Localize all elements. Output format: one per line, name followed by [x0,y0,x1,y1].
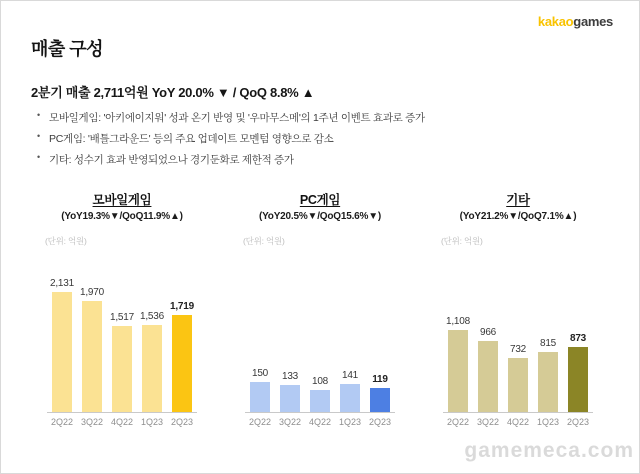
bar [310,390,330,412]
bar-value-label: 2,131 [49,278,75,289]
bar [112,326,132,412]
x-axis-labels [245,417,395,427]
bar-value-label: 141 [341,370,359,381]
bar-value-label: 150 [251,368,269,379]
bar [52,292,72,412]
bar-group-3Q22 [77,287,107,412]
chart-title: 기타 [506,193,530,207]
x-tick-label: 3Q22 [80,417,104,427]
x-tick-label: 4Q22 [506,417,530,427]
bullet-others: • 기타: 성수기 효과 반영되었으나 경기둔화로 제한적 증가 [37,152,639,167]
bar [142,325,162,412]
bar-group-2Q23 [167,301,197,412]
bar-group-2Q22 [47,278,77,412]
plot-area [443,252,593,412]
bar [568,347,588,412]
bar [280,385,300,412]
bar-group-2Q22 [245,368,275,412]
bar-group-2Q22 [443,316,473,412]
x-tick-label: 2Q23 [566,417,590,427]
bar [508,358,528,412]
plot-area [245,252,395,412]
chart-yoy-qoq: (YoY20.5%▼/QoQ15.6%▼) [258,211,382,222]
bar [250,382,270,412]
x-axis-labels [443,417,593,427]
bar [538,352,558,412]
bar-value-label: 966 [479,327,497,338]
x-tick-label: 3Q22 [278,417,302,427]
x-tick-label: 3Q22 [476,417,500,427]
x-tick-label: 4Q22 [110,417,134,427]
bullet-list [37,110,639,167]
bar-group-1Q23 [533,338,563,412]
chart-pc-games [229,190,411,427]
watermark: gamemeca.com [464,439,634,462]
bar-value-label: 815 [539,338,557,349]
chart-others [427,190,609,427]
bar-group-2Q23 [563,333,593,412]
chart-title: PC게임 [299,193,341,207]
chart-yoy-qoq: (YoY21.2%▼/QoQ7.1%▲) [459,211,577,222]
bar-group-1Q23 [137,311,167,412]
bar-group-4Q22 [107,312,137,412]
chart-mobile-games [31,190,213,427]
bullet-pc-games: • PC게임: '배틀그라운드' 등의 주요 업데이트 모멘텀 영향으로 감소 [37,131,639,146]
bar-value-label: 873 [569,333,587,344]
bar-value-label: 119 [372,374,388,385]
bar-value-label: 133 [281,371,299,382]
plot-baseline [443,252,593,413]
bar-group-1Q23 [335,370,365,412]
x-tick-label: 1Q23 [140,417,164,427]
page-title: 매출 구성 [31,39,104,59]
bar [172,315,192,412]
bar-value-label: 732 [509,344,527,355]
plot-baseline [47,252,197,413]
x-tick-label: 1Q23 [338,417,362,427]
charts-row [1,190,639,427]
bar-group-4Q22 [503,344,533,412]
bar-value-label: 1,719 [169,301,195,312]
bar [478,341,498,412]
revenue-summary: 2분기 매출 2,711억원 YoY 20.0% ▼ / QoQ 8.8% ▲ [31,85,315,100]
bar [340,384,360,412]
bar-group-3Q22 [275,371,305,412]
chart-title: 모바일게임 [92,193,152,207]
x-tick-label: 2Q22 [446,417,470,427]
bar-group-4Q22 [305,376,335,412]
bar [82,301,102,412]
logo-kakao-text: kakao [537,14,574,29]
plot-baseline [245,252,395,413]
x-tick-label: 1Q23 [536,417,560,427]
bar-value-label: 1,536 [139,311,165,322]
x-tick-label: 2Q23 [368,417,392,427]
unit-label: (단위: 억원) [243,236,285,246]
chart-yoy-qoq: (YoY19.3%▼/QoQ11.9%▲) [61,211,183,222]
bar-value-label: 1,517 [109,312,135,323]
bar-value-label: 1,108 [445,316,471,327]
x-tick-label: 2Q23 [170,417,194,427]
bar-group-2Q23 [365,374,395,412]
bar-value-label: 1,970 [79,287,105,298]
x-axis-labels [47,417,197,427]
kakaogames-logo [538,14,613,29]
x-tick-label: 2Q22 [50,417,74,427]
unit-label: (단위: 억원) [45,236,87,246]
bar [448,330,468,412]
x-tick-label: 2Q22 [248,417,272,427]
bullet-mobile-games: • 모바일게임: '아키에이지워' 성과 온기 반영 및 '우마무스메'의 1주년 이벤트 효과로 증가 [37,110,639,125]
unit-label: (단위: 억원) [441,236,483,246]
x-tick-label: 4Q22 [308,417,332,427]
bar-value-label: 108 [311,376,329,387]
logo-games-text: games [573,14,613,29]
bar-group-3Q22 [473,327,503,412]
bar [370,388,390,412]
plot-area [47,252,197,412]
